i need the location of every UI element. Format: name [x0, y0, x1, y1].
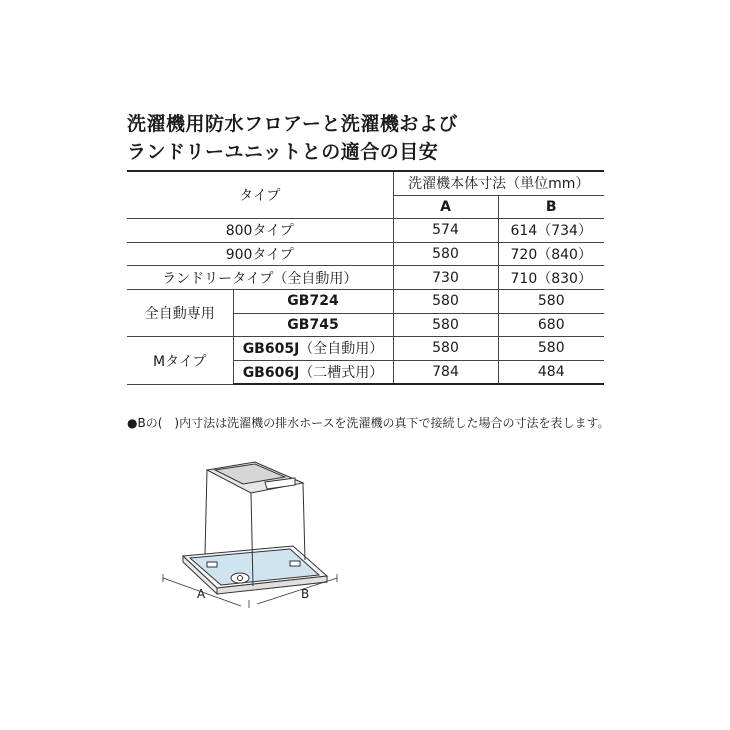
row-a: 580	[393, 337, 498, 361]
row-model: GB745	[233, 313, 393, 337]
row-model-cell	[233, 337, 393, 361]
row-b: 710（830）	[498, 266, 604, 290]
row-b: 580	[498, 289, 604, 313]
table-header-row	[127, 171, 604, 195]
row-a: 574	[393, 219, 498, 243]
row-model: GB724	[233, 289, 393, 313]
row-b: 580	[498, 337, 604, 361]
table-row	[127, 242, 604, 266]
header-a: A	[393, 195, 498, 219]
row-type: ランドリータイプ（全自動用）	[127, 266, 393, 290]
row-model-suffix: （二槽式用）	[299, 365, 384, 382]
header-type: タイプ	[127, 171, 393, 219]
row-model-suffix: （全自動用）	[299, 341, 384, 358]
row-a: 784	[393, 360, 498, 384]
row-b: 680	[498, 313, 604, 337]
header-b: B	[498, 195, 604, 219]
row-type: 900タイプ	[127, 242, 393, 266]
table-row	[127, 219, 604, 243]
row-b: 720（840）	[498, 242, 604, 266]
row-type: 800タイプ	[127, 219, 393, 243]
footnote: ●Bの( )内寸法は洗濯機の排水ホースを洗濯機の真下で接続した場合の寸法を表します。	[127, 416, 610, 430]
compatibility-table	[127, 170, 604, 385]
row-a: 580	[393, 313, 498, 337]
table-row	[127, 266, 604, 290]
page-title	[127, 110, 458, 166]
row-a: 580	[393, 289, 498, 313]
row-model: GB605J	[242, 341, 300, 358]
title-line-2: ランドリーユニットとの適合の目安	[127, 141, 439, 163]
row-model: GB606J	[242, 365, 300, 382]
table-row	[127, 337, 604, 361]
dimension-label-a: A	[197, 587, 206, 601]
washer-floor-illustration	[155, 448, 355, 613]
row-b: 484	[498, 360, 604, 384]
row-a: 730	[393, 266, 498, 290]
row-b: 614（734）	[498, 219, 604, 243]
row-model-cell	[233, 360, 393, 384]
title-line-1: 洗濯機用防水フロアーと洗濯機および	[127, 113, 458, 135]
dimension-label-b: B	[301, 587, 310, 601]
group-label: Mタイプ	[127, 337, 233, 385]
header-dimensions: 洗濯機本体寸法（単位mm）	[393, 171, 604, 195]
row-a: 580	[393, 242, 498, 266]
group-label: 全自動専用	[127, 289, 233, 336]
table-row	[127, 289, 604, 313]
